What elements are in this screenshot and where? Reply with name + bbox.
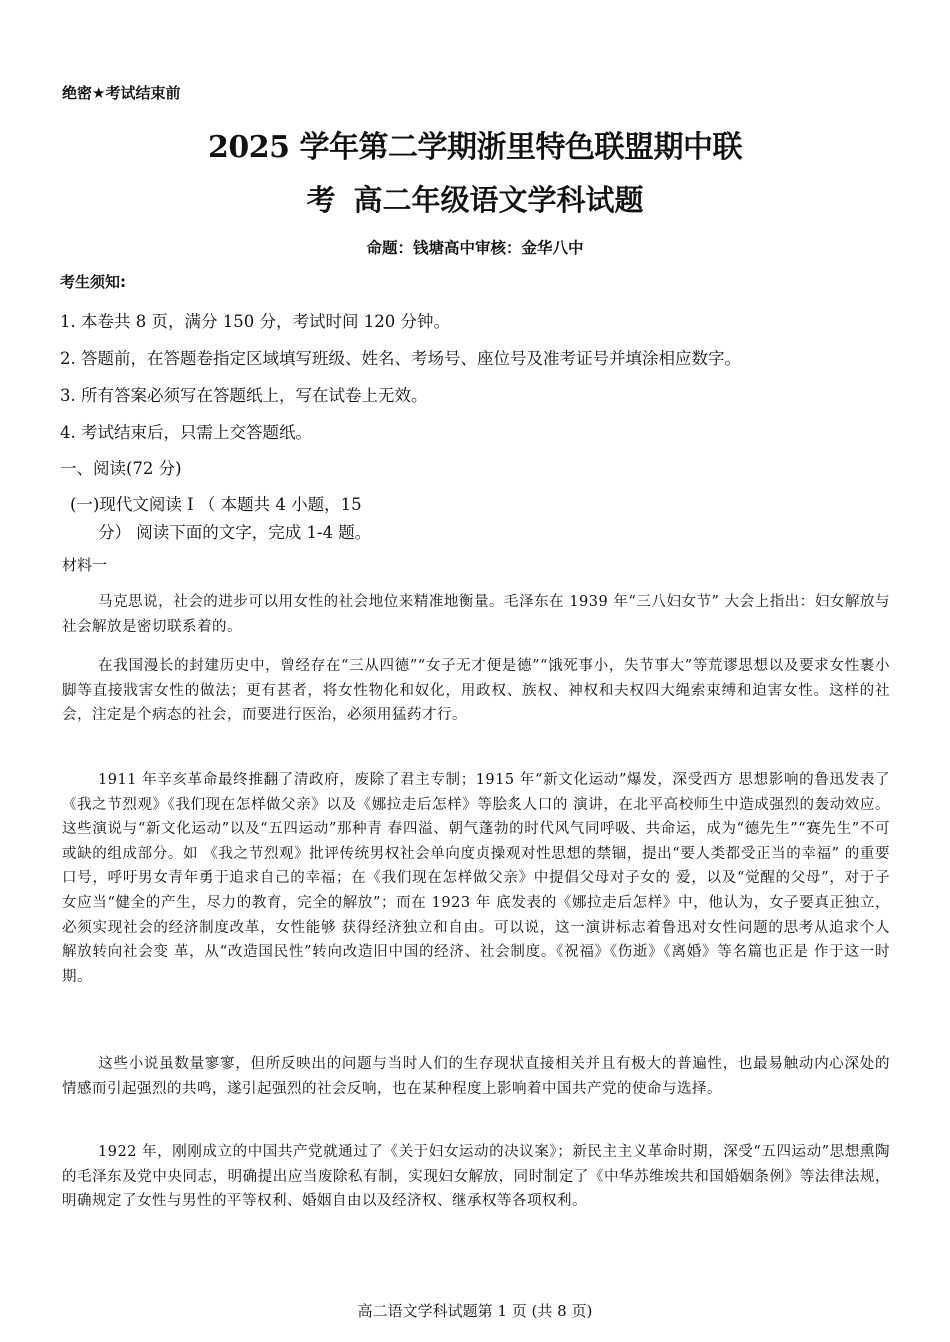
exam-title-line2-part-b: 高二年级语文学科试题: [353, 183, 644, 217]
paragraph-1: [62, 590, 890, 639]
exam-title-line2-part-a: 考: [306, 183, 336, 217]
secret-mark: 绝密★考试结束前: [62, 84, 181, 102]
notice-rule-1: 1. 本卷共 8 页，满分 150 分，考试时间 120 分钟。: [60, 312, 450, 331]
paragraph-5: [62, 1140, 890, 1214]
paragraph-2-text: 在我国漫长的封建历史中，曾经存在“三从四德”“女子无才便是德”“饿死事小，失节事大”等荒谬思想以及要求女性裹小脚等直接戕害女性的做法；更有甚者，将女性物化和奴化，用政权、族权、神权和夫权四大绳索束缚和迫害女性。这样的社会，注定是个病态的社会，而要进行医治，必须用猛药才行。: [62, 658, 890, 724]
material-label: 材料一: [62, 556, 108, 574]
paragraph-5-text: 1922 年，刚刚成立的中国共产党就通过了《关于妇女运动的决议案》；新民主主义革命时期，深受“五四运动”思想熏陶的毛泽东及党中央同志，明确提出应当废除私有制，实现妇女解放，同时制定了《中华苏维埃共和国婚姻条例》等法律法规，明确规定了女性与男性的平等权利、婚姻自由以及经济权、继承权等各项权利。: [62, 1144, 890, 1210]
subsection-heading-line1: (一)现代文阅读 I （ 本题共 4 小题，15: [70, 495, 362, 514]
exam-setters: 命题：钱塘高中审核：金华八中: [366, 239, 584, 257]
exam-title-line1: 2025 学年第二学期浙里特色联盟期中联: [208, 130, 742, 165]
paragraph-2: [62, 654, 890, 728]
page-footer: 高二语文学科试题第 1 页 (共 8 页): [357, 1302, 593, 1320]
paragraph-3: [62, 768, 890, 989]
exam-title-line2: [0, 178, 950, 219]
section-heading: 一、阅读(72 分): [60, 459, 182, 478]
paragraph-1-text: 马克思说，社会的进步可以用女性的社会地位来精准地衡量。毛泽东在 1939 年“三八妇女节” 大会上指出：妇女解放与社会解放是密切联系着的。: [62, 594, 890, 635]
notice-heading: 考生须知:: [60, 273, 126, 291]
subsection-heading: [70, 491, 371, 547]
paragraph-3-text: 1911 年辛亥革命最终推翻了清政府，废除了君主专制；1915 年“新文化运动”爆发，深受西方 思想影响的鲁迅发表了《我之节烈观》《我们现在怎样做父亲》以及《娜拉走后怎样》等脍炙人口的 演讲，在北平高校师生中造成强烈的轰动效应。这些演说与“新文化运动”以及“五四运动”那种青 春四溢、朝气蓬勃的时代风气同呼吸、共命运，成为“德先生”“赛先生”不可或缺的组成部分。如 《我之节烈观》批评传统男权社会单向度贞操观对性思想的禁锢，提出“要人类都受正当的幸福” 的重要口号，呼吁男女青年勇于追求自己的幸福；在《我们现在怎样做父亲》中提倡父母对子女的 爱，以及“觉醒的父母”，对于子女应当“健全的产生，尽力的教育，完全的解放”；而在 1923 年 底发表的《娜拉走后怎样》中，他认为，女子要真正独立，必须实现社会的经济制度改革，女性能够 获得经济独立和自由。可以说，这一演讲标志着鲁迅对女性问题的思考从追求个人解放转向社会变 革，从“改造国民性”转向改造旧中国的经济、社会制度。《祝福》《伤逝》《离婚》等名篇也正是 作于这一时期。: [62, 772, 890, 985]
notice-rule-4: 4. 考试结束后，只需上交答题纸。: [60, 423, 312, 442]
paragraph-4: [62, 1052, 890, 1101]
paragraph-4-text: 这些小说虽数量寥寥，但所反映出的问题与当时人们的生存现状直接相关并且有极大的普遍性，也最易触动内心深处的情感而引起强烈的共鸣，遂引起强烈的社会反响，也在某种程度上影响着中国共产党的使命与选择。: [62, 1056, 890, 1097]
notice-rule-3: 3. 所有答案必须写在答题纸上，写在试卷上无效。: [60, 386, 428, 405]
subsection-heading-line2: 分） 阅读下面的文字，完成 1-4 题。: [98, 523, 372, 542]
notice-rule-2: 2. 答题前，在答题卷指定区域填写班级、姓名、考场号、座位号及准考证号并填涂相应数字。: [60, 349, 741, 368]
